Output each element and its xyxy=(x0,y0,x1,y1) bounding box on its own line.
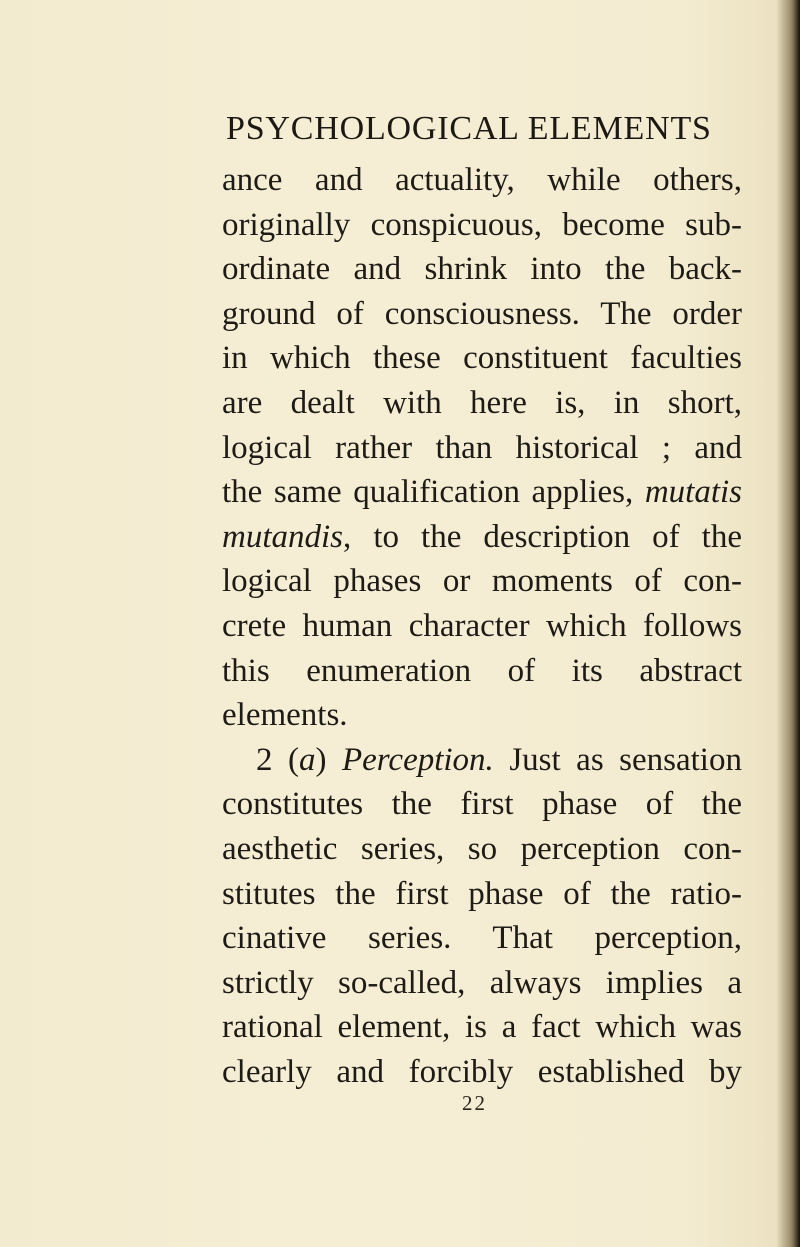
text-line xyxy=(222,515,742,560)
text-line xyxy=(222,1005,742,1050)
text-line xyxy=(222,649,742,694)
text-segment: rational element, is a fact which was xyxy=(222,1009,742,1046)
italic-text: mutatis xyxy=(644,474,742,511)
text-segment: ) xyxy=(315,741,342,778)
text-segment: strictly so-called, always implies a xyxy=(222,964,742,1001)
text-segment: ance and actuality, while others, xyxy=(222,162,742,198)
text-segment: ground of consciousness. The order xyxy=(222,295,742,332)
text-line xyxy=(222,782,742,827)
text-line xyxy=(222,559,742,604)
text-segment: Just as sensation xyxy=(493,741,742,778)
running-head: PSYCHOLOGICAL ELEMENTS xyxy=(226,110,712,147)
text-line xyxy=(222,247,742,292)
text-segment: in which these constituent faculties xyxy=(222,340,742,377)
text-segment: logical phases or moments of con- xyxy=(222,563,742,600)
text-segment: originally conspicuous, become sub- xyxy=(222,206,742,243)
body-text xyxy=(222,158,742,1094)
text-line xyxy=(222,470,742,515)
text-line xyxy=(222,693,742,738)
text-line xyxy=(222,426,742,471)
text-segment: logical rather than historical ; and xyxy=(222,429,742,466)
text-line xyxy=(222,916,742,961)
text-line xyxy=(222,292,742,337)
text-line xyxy=(222,336,742,381)
text-line xyxy=(222,1050,742,1095)
italic-text: Perception. xyxy=(342,741,494,778)
text-segment: the same qualification applies, xyxy=(222,474,645,511)
text-line xyxy=(222,604,742,649)
text-segment: constitutes the first phase of the xyxy=(222,786,742,823)
text-line xyxy=(222,872,742,917)
text-segment: elements. xyxy=(222,697,348,734)
text-segment: aesthetic series, so perception con- xyxy=(222,830,742,867)
text-segment: crete human character which follows xyxy=(222,607,742,644)
text-line xyxy=(222,381,742,426)
text-segment: , to the description of the xyxy=(343,518,742,555)
page-number: 22 xyxy=(462,1091,487,1115)
text-segment: ordinate and shrink into the back- xyxy=(222,251,742,288)
text-line xyxy=(222,961,742,1006)
page-edge-shadow xyxy=(791,0,800,1247)
text-segment: cinative series. That perception, xyxy=(222,920,742,957)
text-line xyxy=(222,203,742,248)
text-segment: clearly and forcibly established by xyxy=(222,1053,742,1090)
italic-text: mutandis xyxy=(222,518,344,555)
italic-text: a xyxy=(299,741,316,778)
text-line xyxy=(222,738,742,783)
text-line xyxy=(222,158,742,203)
text-segment: this enumeration of its abstract xyxy=(222,652,742,689)
text-segment: are dealt with here is, in short, xyxy=(222,384,742,421)
text-line xyxy=(222,827,742,872)
text-segment: 2 ( xyxy=(256,741,299,778)
text-segment: stitutes the first phase of the ratio- xyxy=(222,875,742,912)
